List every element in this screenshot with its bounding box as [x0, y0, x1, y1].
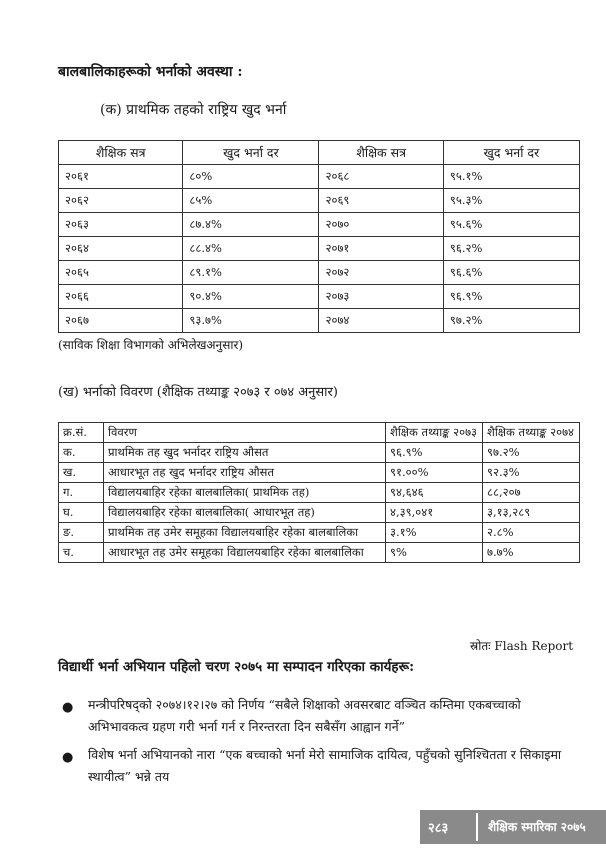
header-cell: क्र.सं. — [59, 423, 104, 443]
table-cell: च. — [59, 543, 104, 563]
table-row — [59, 483, 580, 503]
table-cell: ९०.४% — [183, 285, 319, 309]
table-cell: २.८% — [483, 523, 580, 543]
table-row — [59, 443, 580, 463]
table-cell: ३,१३,२८९ — [483, 503, 580, 523]
table-cell: ९६.२% — [443, 237, 579, 261]
table-cell: ८९.१% — [183, 261, 319, 285]
table-cell: २०६९ — [319, 189, 443, 213]
table1-source: (साविक शिक्षा विभागको अभिलेखअनुसार) — [58, 338, 244, 352]
table-cell: ७.७% — [483, 543, 580, 563]
footer-divider — [476, 813, 478, 841]
table-cell: ९६.९% — [386, 443, 483, 463]
bullet-icon: ● — [62, 750, 74, 765]
table-cell: २०७२ — [319, 261, 443, 285]
table-row — [59, 189, 580, 213]
table-cell: ९५.६% — [443, 213, 579, 237]
header-cell: खुद भर्ना दर — [443, 141, 579, 165]
subheading-b: (ख) भर्नाको विवरण (शैक्षिक तथ्याङ्क २०७३ र ०७४ अनुसार) — [58, 385, 338, 400]
table-row — [59, 543, 580, 563]
table-cell: ८५% — [183, 189, 319, 213]
table-cell: ८७.४% — [183, 213, 319, 237]
header-cell: विवरण — [104, 423, 386, 443]
table-cell: २०६७ — [59, 309, 183, 333]
bullet-icon: ● — [62, 700, 74, 715]
publication-title: शैक्षिक स्मारिका २०७५ — [488, 820, 586, 834]
net-enrollment-table — [58, 140, 580, 333]
section-heading: बालबालिकाहरूको भर्नाको अवस्था : — [58, 64, 243, 80]
table-cell: ९२.३% — [483, 463, 580, 483]
table-header-row — [59, 141, 580, 165]
table-cell: आधारभूत तह खुद भर्नादर राष्ट्रिय औसत — [104, 463, 386, 483]
table-cell: ९५.३% — [443, 189, 579, 213]
table-cell: ९५.१% — [443, 165, 579, 189]
table-cell: ३.१% — [386, 523, 483, 543]
table-cell: ४,३९,०४१ — [386, 503, 483, 523]
table-cell: ९७.२% — [443, 309, 579, 333]
table-cell: ९१.००% — [386, 463, 483, 483]
table-row — [59, 523, 580, 543]
table-row — [59, 503, 580, 523]
table-cell: ९% — [386, 543, 483, 563]
table-cell: ग. — [59, 483, 104, 503]
table-cell: ९३.७% — [183, 309, 319, 333]
table-cell: ९६.९% — [443, 285, 579, 309]
header-cell: शैक्षिक सत्र — [319, 141, 443, 165]
table-cell: ८८,२०७ — [483, 483, 580, 503]
table-cell: २०७३ — [319, 285, 443, 309]
table-cell: घ. — [59, 503, 104, 523]
table-cell: २०६२ — [59, 189, 183, 213]
table-cell: २०७० — [319, 213, 443, 237]
table-cell: २०६३ — [59, 213, 183, 237]
page-number: २८३ — [428, 821, 449, 836]
header-cell: शैक्षिक तथ्याङ्क २०७४ — [483, 423, 580, 443]
table-row — [59, 261, 580, 285]
table-cell: २०६१ — [59, 165, 183, 189]
table-cell: आधारभूत तह उमेर समूहका विद्यालयबाहिर रहेका बालबालिका — [104, 543, 386, 563]
table-cell: ९६.६% — [443, 261, 579, 285]
table-cell: ९७.२% — [483, 443, 580, 463]
table-cell: ङ. — [59, 523, 104, 543]
bullet-text-1: मन्त्रीपरिषद्को २०७४।१२।२७ को निर्णय “सबैले शिक्षाको अवसरबाट वञ्चित कम्तिमा एकबच्चाको अभिभावकत्व ग्रहण गरी भर्ना गर्न र निरन्तरता दिन सबैसँग आह्वान गर्ने” — [88, 697, 521, 734]
activities-heading: विद्यार्थी भर्ना अभियान पहिलो चरण २०७५ मा सम्पादन गरिएका कार्यहरू: — [58, 659, 415, 675]
table-header-row — [59, 423, 580, 443]
table-row — [59, 285, 580, 309]
table-cell: क. — [59, 443, 104, 463]
table-row — [59, 309, 580, 333]
table-cell: ८८.४% — [183, 237, 319, 261]
header-cell: शैक्षिक तथ्याङ्क २०७३ — [386, 423, 483, 443]
enrollment-details-table — [58, 422, 580, 563]
table-cell: २०६६ — [59, 285, 183, 309]
bullet-text-2: विशेष भर्ना अभियानको नारा “एक बच्चाको भर्ना मेरो सामाजिक दायित्व, पहुँचको सुनिश्चितता र सिकाइमा स्थायीत्व” भन्ने तय — [88, 747, 562, 784]
table-cell: ख. — [59, 463, 104, 483]
subheading-a: (क) प्राथमिक तहको राष्ट्रिय खुद भर्ना — [100, 102, 287, 118]
table-row — [59, 463, 580, 483]
table-cell: २०७१ — [319, 237, 443, 261]
table-cell: ९४,६४६ — [386, 483, 483, 503]
table-cell: विद्यालयबाहिर रहेका बालबालिका( प्राथमिक तह) — [104, 483, 386, 503]
table-cell: २०६५ — [59, 261, 183, 285]
table-row — [59, 165, 580, 189]
table-cell: २०६८ — [319, 165, 443, 189]
table-cell: विद्यालयबाहिर रहेका बालबालिका( आधारभूत तह) — [104, 503, 386, 523]
table-cell: २०७४ — [319, 309, 443, 333]
table-cell: प्राथमिक तह खुद भर्नादर राष्ट्रिय औसत — [104, 443, 386, 463]
table-row — [59, 237, 580, 261]
header-cell: खुद भर्ना दर — [183, 141, 319, 165]
table-cell: प्राथमिक तह उमेर समूहका विद्यालयबाहिर रहेका बालबालिका — [104, 523, 386, 543]
header-cell: शैक्षिक सत्र — [59, 141, 183, 165]
table-row — [59, 213, 580, 237]
source-note: स्रोतः Flash Report — [470, 639, 574, 653]
table-cell: २०६४ — [59, 237, 183, 261]
table-cell: ८०% — [183, 165, 319, 189]
